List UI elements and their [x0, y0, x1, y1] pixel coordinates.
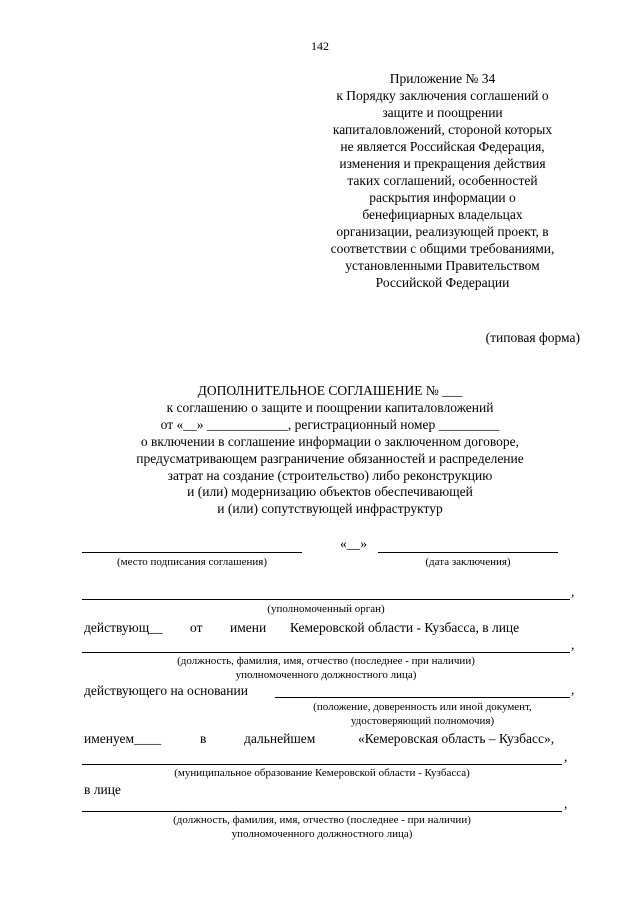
heading-line: и (или) сопутствующей инфраструктур	[217, 501, 443, 517]
heading-line: ДОПОЛНИТЕЛЬНОЕ СОГЛАШЕНИЕ № ___	[197, 383, 463, 398]
official-caption: (должность, фамилия, имя, отчество (последнее - при наличии)	[177, 655, 475, 667]
signing-place-field[interactable]	[82, 552, 302, 553]
annex-line: изменения и прекращения действия	[339, 156, 546, 171]
annex-line: раскрытия информации о	[369, 190, 516, 205]
on-behalf-word: Кемеровской области - Кузбасса, в лице	[290, 620, 520, 635]
region-name: «Кемеровская область – Кузбасс»,	[358, 731, 555, 746]
annex-block	[300, 70, 585, 291]
on-behalf-word: имени	[230, 620, 267, 635]
form-type-label: (типовая форма)	[485, 330, 580, 345]
acting-word: действующ__	[84, 620, 163, 635]
comma: ,	[564, 796, 568, 811]
signing-date-caption: (дата заключения)	[425, 556, 511, 568]
signing-place-caption: (место подписания соглашения)	[116, 556, 268, 568]
named-word: в	[200, 731, 207, 746]
heading-line: к соглашению о защите и поощрении капиталовложений	[166, 399, 494, 415]
signing-date-field[interactable]	[378, 552, 558, 553]
municipality-caption: (муниципальное образование Кемеровской области - Кузбасса)	[174, 767, 470, 779]
official2-name-field[interactable]	[82, 811, 562, 812]
heading-line: о включении в соглашение информации о заключенном договоре,	[140, 433, 520, 449]
in-person-label: в лице	[84, 782, 121, 797]
document-heading	[60, 383, 600, 518]
comma: ,	[571, 682, 575, 697]
basis-field[interactable]	[275, 697, 570, 698]
heading-line: предусматривающем разграничение обязанностей и распределение	[136, 450, 524, 466]
annex-line: Российской Федерации	[375, 275, 510, 290]
heading-line: от «__» ____________, регистрационный номер _________	[160, 416, 500, 432]
on-behalf-word: от	[190, 620, 203, 635]
comma: ,	[564, 749, 568, 764]
annex-line: капиталовложений, стороной которых	[332, 122, 553, 137]
annex-line: не является Российская Федерация,	[340, 139, 545, 154]
official-name-field[interactable]	[82, 652, 570, 653]
named-word: именуем____	[84, 731, 162, 746]
signing-date-day: «__»	[340, 536, 367, 551]
annex-line: установленными Правительством	[345, 258, 540, 273]
annex-line: к Порядку заключения соглашений о	[336, 88, 549, 103]
official2-caption: уполномоченного должностного лица)	[231, 828, 413, 840]
basis-caption: удостоверяющий полномочия)	[350, 715, 495, 727]
municipality-field[interactable]	[82, 764, 562, 765]
official2-caption: (должность, фамилия, имя, отчество (последнее - при наличии)	[173, 814, 471, 826]
authorized-body-caption: (уполномоченный орган)	[267, 603, 385, 615]
basis-caption: (положение, доверенность или иной документ,	[313, 701, 532, 713]
annex-line: таких соглашений, особенностей	[347, 173, 538, 188]
heading-line: и (или) модернизацию объектов обеспечивающей	[187, 484, 473, 500]
annex-line: организации, реализующей проект, в	[336, 224, 549, 239]
annex-line: соответствии с общими требованиями,	[330, 241, 555, 256]
basis-label: действующего на основании	[84, 683, 248, 698]
comma: ,	[571, 637, 575, 652]
annex-line: бенефициарных владельцах	[362, 207, 523, 222]
annex-line: защите и поощрении	[382, 105, 503, 120]
page-number: 142	[311, 39, 329, 53]
authorized-body-field[interactable]	[82, 599, 570, 600]
named-word: дальнейшем	[244, 731, 316, 746]
annex-line: Приложение № 34	[389, 71, 496, 86]
comma: ,	[571, 584, 575, 599]
official-caption: уполномоченного должностного лица)	[235, 669, 417, 681]
heading-line: затрат на создание (строительство) либо реконструкцию	[167, 467, 493, 483]
